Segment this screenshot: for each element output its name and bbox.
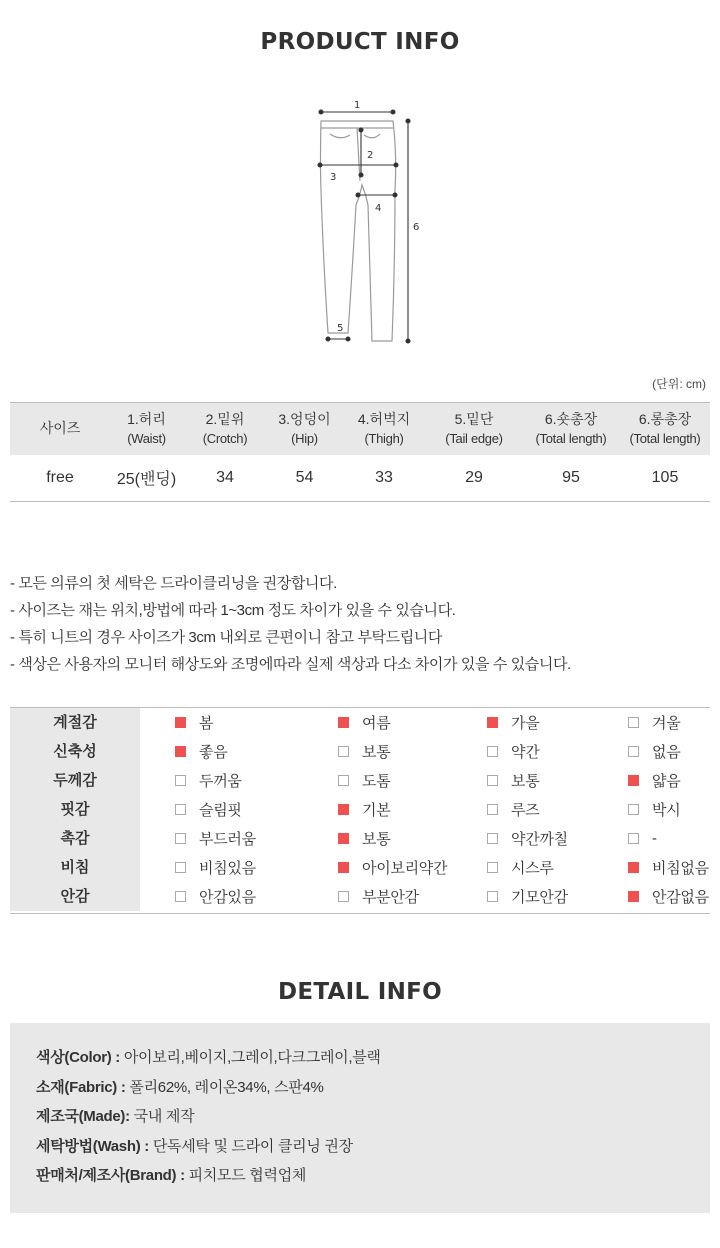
checked-box-icon [338, 717, 349, 728]
unchecked-box-icon [487, 833, 498, 844]
detail-line [36, 1132, 710, 1162]
feature-option-label: 좋음 [199, 744, 228, 761]
feature-option-label: 루즈 [511, 802, 540, 819]
feature-row [10, 824, 710, 853]
feature-row [10, 853, 710, 882]
unchecked-box-icon [175, 862, 186, 873]
table-row [10, 455, 710, 502]
feature-option-label: 기모안감 [511, 889, 568, 906]
feature-option-label: 안감없음 [652, 889, 709, 906]
diagram-label-6: 6 [413, 222, 420, 233]
feature-option [581, 766, 710, 795]
feature-option-label: 가을 [511, 715, 540, 732]
feature-option [287, 795, 434, 824]
pants-measurement-diagram [300, 95, 440, 355]
note-item: - 특히 니트의 경우 사이즈가 3cm 내외로 큰편이니 참고 부탁드립니다 [10, 629, 442, 646]
size-header-main: 4.허벅지 [357, 410, 411, 427]
size-header-main: 3.엉덩이 [278, 410, 331, 427]
feature-option-label: 약간 [511, 744, 540, 761]
size-value-cell: 105 [620, 455, 710, 502]
unchecked-box-icon [628, 804, 639, 815]
feature-option [140, 795, 287, 824]
unit-note: (단위: cm) [652, 377, 706, 391]
size-header-cell [10, 403, 110, 455]
unchecked-box-icon [338, 775, 349, 786]
detail-key: 색상(Color) : [36, 1049, 120, 1066]
detail-value: 피치모드 협력업체 [184, 1167, 307, 1184]
feature-label: 안감 [10, 882, 140, 911]
unchecked-box-icon [628, 833, 639, 844]
detail-key: 판매처/제조사(Brand) : [36, 1167, 185, 1184]
size-header-sub: (Crotch) [202, 430, 248, 446]
feature-row [10, 737, 710, 766]
unchecked-box-icon [628, 717, 639, 728]
detail-key: 세탁방법(Wash) : [36, 1137, 149, 1155]
diagram-label-4: 4 [375, 203, 382, 214]
size-value-cell: 54 [267, 455, 342, 502]
size-header-sub: (Hip) [291, 430, 318, 446]
product-info-title: PRODUCT INFO [260, 29, 460, 55]
unchecked-box-icon [487, 746, 498, 757]
checked-box-icon [338, 804, 349, 815]
feature-option-label: 시스루 [511, 860, 554, 877]
care-notes [10, 570, 710, 678]
feature-option-label: 부드러움 [199, 831, 256, 848]
unchecked-box-icon [175, 891, 186, 902]
feature-option [434, 708, 581, 737]
size-header-main: 6.롱총장 [638, 410, 692, 427]
feature-option [434, 795, 581, 824]
size-value-cell: 34 [183, 455, 267, 502]
size-header-sub: (Total length) [535, 430, 607, 446]
size-header-main: 사이즈 [39, 420, 81, 437]
detail-key: 제조국(Made): [36, 1108, 130, 1125]
size-table [10, 402, 710, 502]
note-item: - 사이즈는 재는 위치,방법에 따라 1~3cm 정도 차이가 있을 수 있습니다. [10, 602, 456, 619]
feature-label: 계절감 [10, 708, 140, 737]
feature-option-label: 약간까칠 [511, 831, 568, 848]
note-item: - 모든 의류의 첫 세탁은 드라이클리닝을 권장합니다. [10, 575, 337, 592]
size-header-cell [183, 403, 267, 455]
detail-line [36, 1161, 710, 1191]
unchecked-box-icon [338, 891, 349, 902]
feature-option-label: 아이보리약간 [362, 860, 448, 877]
size-value-cell: 29 [426, 455, 522, 502]
feature-option-label: 부분안감 [362, 889, 419, 906]
feature-option-label: - [652, 830, 657, 847]
feature-option [287, 882, 434, 911]
checked-box-icon [628, 891, 639, 902]
size-header-main: 2.밑위 [205, 410, 245, 427]
feature-option-label: 봄 [199, 715, 214, 732]
note-item: - 색상은 사용자의 모니터 해상도와 조명에따라 실제 색상과 다소 차이가 있을 수 있습니다. [10, 656, 571, 673]
feature-option [434, 882, 581, 911]
feature-option-label: 보통 [362, 744, 391, 761]
checked-box-icon [487, 717, 498, 728]
feature-label: 신축성 [10, 737, 140, 766]
unchecked-box-icon [487, 862, 498, 873]
unchecked-box-icon [628, 746, 639, 757]
checked-box-icon [338, 833, 349, 844]
unchecked-box-icon [338, 746, 349, 757]
detail-info-box [10, 1023, 710, 1213]
checked-box-icon [338, 862, 349, 873]
feature-option-label: 박시 [652, 802, 681, 819]
feature-option-label: 얇음 [652, 773, 681, 790]
feature-option [140, 766, 287, 795]
feature-option [434, 766, 581, 795]
feature-option-label: 여름 [362, 715, 391, 732]
checked-box-icon [175, 717, 186, 728]
feature-label: 두께감 [10, 766, 140, 795]
detail-line [36, 1102, 710, 1132]
feature-option [287, 824, 434, 853]
feature-option [581, 708, 710, 737]
feature-option-label: 보통 [362, 831, 391, 848]
size-header-sub: (Total length) [629, 430, 701, 446]
feature-option [140, 824, 287, 853]
unchecked-box-icon [175, 775, 186, 786]
unchecked-box-icon [487, 804, 498, 815]
feature-option-label: 두꺼움 [199, 773, 242, 790]
diagram-label-1: 1 [354, 100, 361, 111]
unchecked-box-icon [487, 891, 498, 902]
feature-option-label: 안감있음 [199, 889, 256, 906]
measurement-lines [318, 110, 410, 343]
size-header-sub: (Tail edge) [445, 430, 503, 446]
diagram-label-3: 3 [330, 172, 337, 183]
detail-value: 폴리62%, 레이온34%, 스판4% [125, 1078, 324, 1096]
detail-line [36, 1073, 710, 1103]
feature-option [434, 824, 581, 853]
feature-label: 촉감 [10, 824, 140, 853]
feature-row [10, 766, 710, 795]
feature-option [581, 737, 710, 766]
size-table-body [10, 455, 710, 502]
feature-option-label: 보통 [511, 773, 540, 790]
unchecked-box-icon [487, 775, 498, 786]
feature-option [581, 882, 710, 911]
checked-box-icon [628, 775, 639, 786]
size-header-sub: (Thigh) [364, 430, 404, 446]
checked-box-icon [628, 862, 639, 873]
feature-option-label: 겨울 [652, 715, 681, 732]
size-header-cell [426, 403, 522, 455]
size-table-header [10, 403, 710, 455]
feature-option [140, 853, 287, 882]
feature-option-label: 슬림핏 [199, 802, 242, 819]
feature-option [287, 766, 434, 795]
feature-option-label: 기본 [362, 802, 391, 819]
size-header-main: 1.허리 [127, 410, 166, 427]
size-header-cell [522, 403, 620, 455]
feature-option-label: 도톰 [362, 773, 391, 790]
feature-option [581, 824, 710, 853]
size-header-cell [267, 403, 342, 455]
feature-option [140, 737, 287, 766]
unchecked-box-icon [175, 833, 186, 844]
size-value-cell: free [10, 455, 110, 502]
size-header-cell [342, 403, 426, 455]
feature-option [434, 737, 581, 766]
detail-line [36, 1043, 710, 1073]
checked-box-icon [175, 746, 186, 757]
feature-option [287, 853, 448, 882]
feature-option-label: 비침없음 [652, 860, 709, 877]
size-value-cell: 33 [342, 455, 426, 502]
feature-label: 핏감 [10, 795, 140, 824]
feature-table [10, 707, 710, 914]
size-header-sub: (Waist) [127, 430, 166, 446]
unchecked-box-icon [175, 804, 186, 815]
size-header-main: 6.숏총장 [544, 410, 598, 427]
feature-option [581, 853, 710, 882]
feature-row [10, 882, 710, 911]
feature-option-label: 비침있음 [199, 860, 256, 877]
feature-option [287, 708, 434, 737]
size-value-cell: 95 [522, 455, 620, 502]
detail-info-title: DETAIL INFO [277, 979, 443, 1005]
detail-value: 아이보리,베이지,그레이,다크그레이,블랙 [120, 1049, 381, 1066]
feature-row [10, 795, 710, 824]
detail-value: 단독세탁 및 드라이 클리닝 권장 [148, 1137, 353, 1155]
feature-option [287, 737, 434, 766]
size-header-main: 5.밑단 [454, 410, 494, 427]
feature-option [140, 882, 287, 911]
feature-option [434, 853, 581, 882]
diagram-label-5: 5 [337, 323, 344, 334]
diagram-label-2: 2 [367, 150, 374, 161]
size-header-cell [620, 403, 710, 455]
feature-row [10, 708, 710, 737]
detail-key: 소재(Fabric) : [36, 1078, 126, 1096]
size-header-cell [110, 403, 183, 455]
feature-label: 비침 [10, 853, 140, 882]
size-value-cell: 25(밴딩) [110, 455, 183, 502]
feature-option [140, 708, 287, 737]
pants-outline-icon [321, 121, 396, 341]
feature-option [581, 795, 710, 824]
feature-option-label: 없음 [652, 744, 681, 761]
detail-value: 국내 제작 [129, 1108, 195, 1125]
